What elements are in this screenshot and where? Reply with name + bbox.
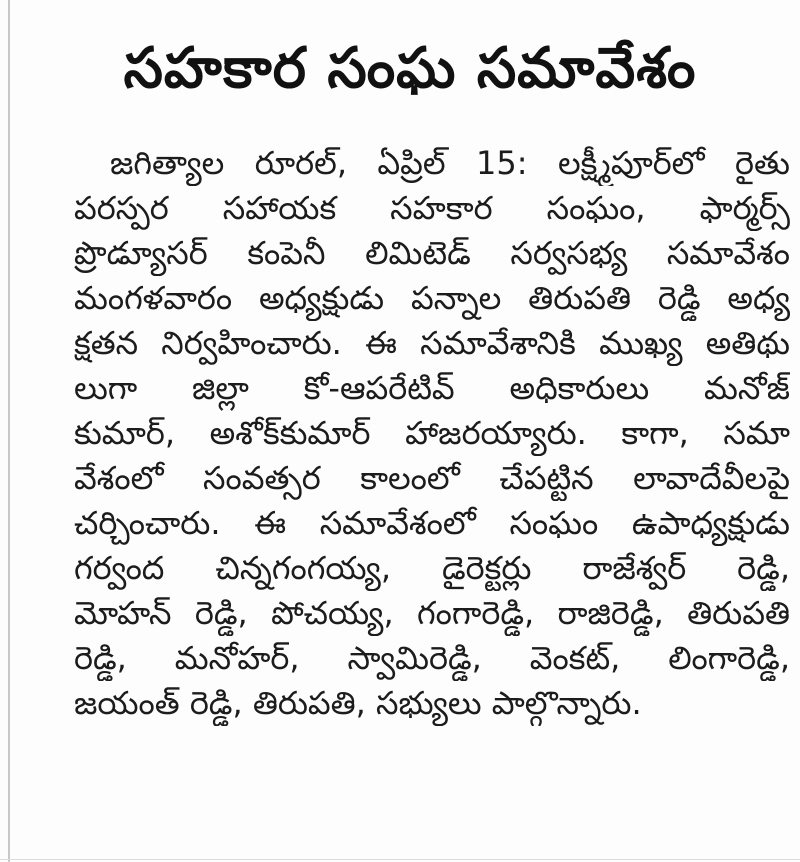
article-line: ప్రొడ్యూసర్ కంపెనీ లిమిటెడ్ సర్వసభ్య సమావేశం bbox=[74, 234, 790, 272]
article-line: కుమార్, అశోక్‌కుమార్ హాజరయ్యారు. కాగా, సమా bbox=[74, 414, 790, 452]
article-line: లుగా జిల్లా కో-ఆపరేటివ్ అధికారులు మనోజ్ bbox=[74, 369, 790, 407]
clipping-left-border bbox=[8, 0, 10, 862]
article-line: మంగళవారం అధ్యక్షుడు పన్నాల తిరుపతి రెడ్డి అధ్య bbox=[74, 279, 790, 317]
article-line: వేశంలో సంవత్సర కాలంలో చేపట్టిన లావాదేవీలపై bbox=[74, 459, 790, 497]
article-line: గర్వంద చిన్నగంగయ్య, డైరెక్టర్లు రాజేశ్వర్ రెడ్డి, bbox=[74, 549, 790, 587]
article-line: క్షతన నిర్వహించారు. ఈ సమావేశానికి ముఖ్య అతిథు bbox=[74, 324, 790, 362]
article-line: జగిత్యాల రూరల్, ఏప్రిల్ 15: లక్ష్మీపూర్‌లో రైతు bbox=[110, 144, 790, 182]
article-body bbox=[74, 141, 790, 726]
article-line: చర్చించారు. ఈ సమావేశంలో సంఘం ఉపాధ్యక్షుడు bbox=[74, 504, 790, 542]
article-line: జయంత్ రెడ్డి, తిరుపతి, సభ్యులు పాల్గొన్నారు. bbox=[74, 684, 642, 722]
article-line: మోహన్ రెడ్డి, పోచయ్య, గంగారెడ్డి, రాజిరెడ్డి, తిరుపతి bbox=[74, 594, 790, 632]
article-headline: సహకార సంఘ సమావేశం bbox=[123, 36, 697, 101]
article-line: రెడ్డి, మనోహర్, స్వామిరెడ్డి, వెంకట్, లింగారెడ్డి, bbox=[74, 639, 790, 677]
clipping-bottom-border bbox=[0, 859, 800, 860]
article-line: పరస్పర సహాయక సహకార సంఘం, ఫార్మర్స్ bbox=[74, 189, 790, 227]
